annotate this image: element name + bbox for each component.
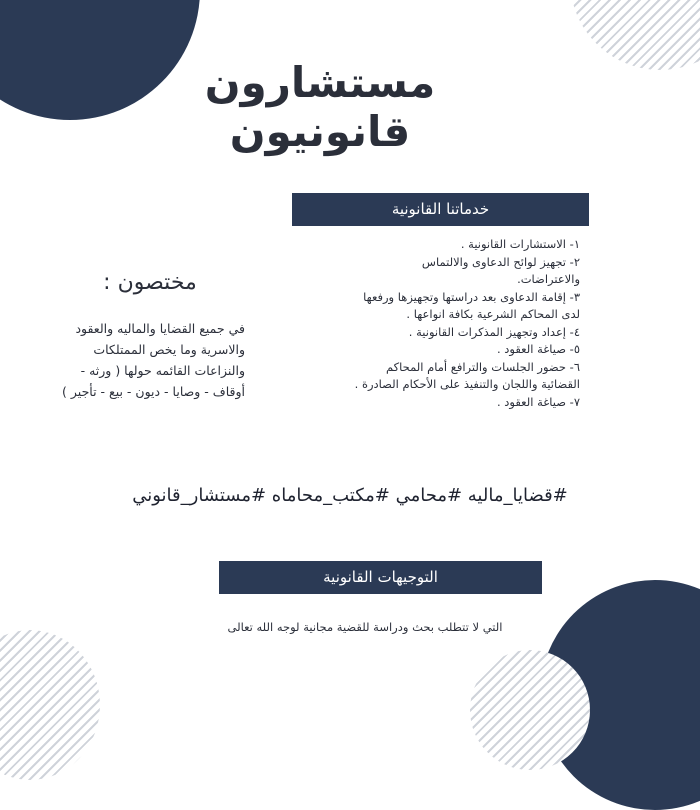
services-line: ٧- صياغة العقود . [496,394,580,409]
decor-hatch-bottom-right [470,650,590,770]
services-line: ٦- حضور الجلسات والترافع أمام المحاكم [386,359,580,374]
specialization-text [40,318,245,402]
specialization-line: أوقاف - وصايا - ديون - بيع - تأجير ) [62,384,245,399]
services-line: ٤- إعداد وتجهيز المذكرات القانونية . [408,324,580,339]
services-line: والاعتراضات. [517,272,580,286]
services-list [300,236,580,411]
services-line: ٥- صياغة العقود . [496,342,580,356]
services-line: ٢- تجهيز لوائح الدعاوى والالتماس [421,254,580,269]
services-line: ١- الاستشارات القانونية . [460,237,580,251]
specialization-line: والاسرية وما يخص الممتلكات [93,342,245,357]
decor-hatch-bottom-left [0,630,100,780]
specialization-line: في جميع القضايا والماليه والعقود [75,321,245,336]
services-heading: خدماتنا القانونية [292,193,589,226]
services-line: القضائية واللجان والتنفيذ على الأحكام الصادرة . [354,377,580,391]
services-line: ٣- إقامة الدعاوى بعد دراستها وتجهيزها ورفعها [363,289,580,304]
specialization-line: والنزاعات القائمه حولها ( ورثه - [80,363,245,378]
page-title: مستشارون قانونيون [204,58,436,156]
guidance-note: التي لا تتطلب بحث ودراسة للقضية مجانية لوجه الله تعالى [227,620,503,634]
guidance-heading: التوجيهات القانونية [219,561,542,594]
hashtags: #قضايا_ماليه #محامي #مكتب_محاماه #مستشار_قانوني [132,485,568,506]
services-line: لدى المحاكم الشرعية بكافة انواعها . [406,307,580,321]
decor-hatch-top-right [570,0,700,70]
specialization-heading: مختصون : [103,270,197,295]
